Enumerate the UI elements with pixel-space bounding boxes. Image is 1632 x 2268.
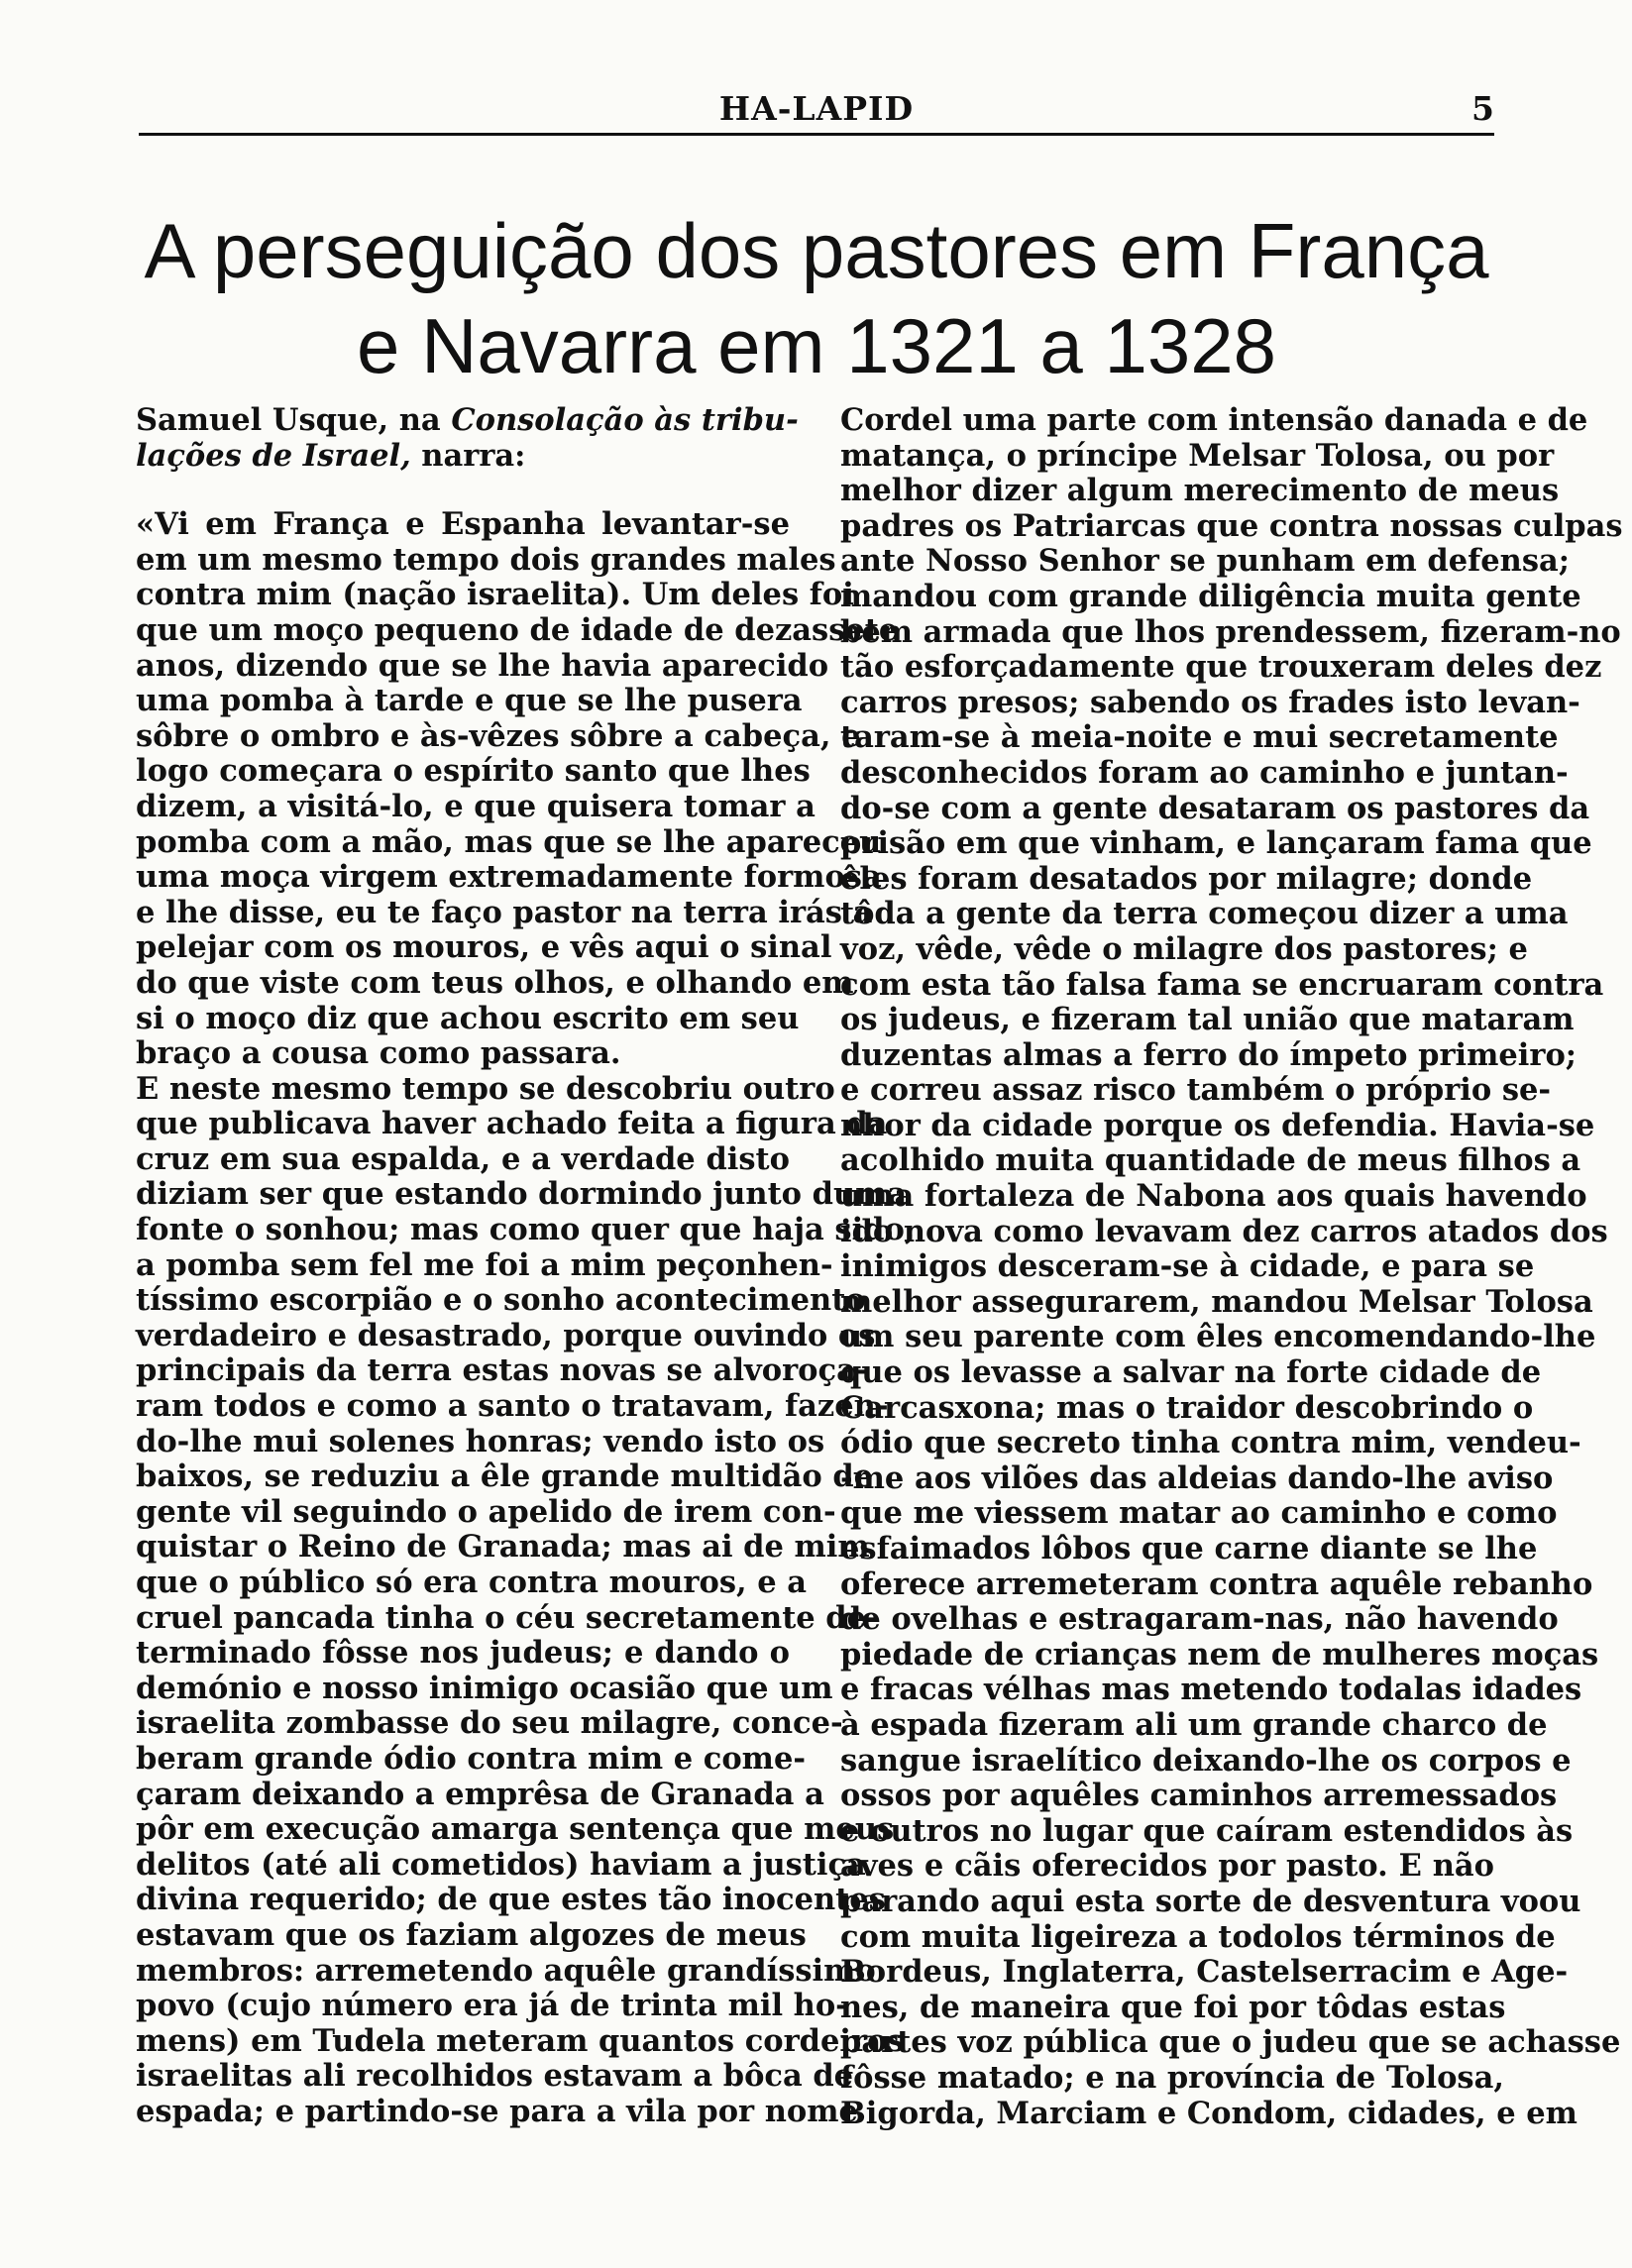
running-head bbox=[139, 87, 1494, 136]
text-line: e fracas vélhas mas metendo todalas idades bbox=[840, 1672, 1582, 1708]
text-line: Bigorda, Marciam e Condom, cidades, e em bbox=[840, 2095, 1578, 2131]
text-line: aves e cãis oferecidos por pasto. E não bbox=[840, 1848, 1494, 1885]
text-line: demónio e nosso inimigo ocasião que um bbox=[136, 1670, 833, 1706]
text-line: tíssimo escorpião e o sonho acontecimento bbox=[136, 1282, 866, 1319]
right-column bbox=[840, 402, 1623, 2131]
text-line: estavam que os faziam algozes de meus bbox=[136, 1916, 807, 1953]
text-line: tão esforçadamente que trouxeram deles dez bbox=[840, 649, 1602, 686]
text-line: inimigos desceram-se à cidade, e para se bbox=[840, 1248, 1535, 1285]
article-title-line-2: e Navarra em 1321 a 1328 bbox=[357, 302, 1276, 389]
text-line: melhor assegurarem, mandou Melsar Tolosa bbox=[840, 1283, 1593, 1320]
text-line: e lhe disse, eu te faço pastor na terra irás a bbox=[136, 894, 873, 930]
text-line: ante Nosso Senhor se punham em defensa; bbox=[840, 543, 1571, 580]
text-line: de ovelhas e estragaram-nas, não havendo bbox=[840, 1601, 1559, 1638]
text-line: cruz em sua espalda, e a verdade disto bbox=[136, 1140, 790, 1177]
text-line: baixos, se reduziu a êle grande multidão de bbox=[136, 1458, 874, 1495]
text-line: cruel pancada tinha o céu secretamente de- bbox=[136, 1599, 879, 1636]
text-line: quistar o Reino de Granada; mas ai de mim bbox=[136, 1529, 870, 1566]
text-line: esfaimados lôbos que carne diante se lhe bbox=[840, 1531, 1538, 1566]
intro-work-title: lações de Israel, bbox=[136, 437, 411, 474]
text-line: do-se com a gente desataram os pastores da bbox=[840, 790, 1590, 826]
text-line: que o público só era contra mouros, e a bbox=[136, 1565, 808, 1600]
intro-suffix: narra: bbox=[410, 437, 526, 474]
text-line: fonte o sonhou; mas como quer que haja sido, bbox=[136, 1212, 916, 1248]
text-line: os judeus, e fizeram tal união que mataram bbox=[840, 1002, 1575, 1038]
text-line: tôda a gente da terra começou dizer a uma bbox=[840, 896, 1569, 932]
text-line: piedade de crianças nem de mulheres moças bbox=[840, 1636, 1599, 1673]
text-line: pôr em execução amarga sentença que meus bbox=[136, 1811, 895, 1848]
text-line: que um moço pequeno de idade de dezassete bbox=[136, 611, 899, 648]
text-line: carros presos; sabendo os frades isto levan- bbox=[840, 684, 1580, 720]
text-line: parando aqui esta sorte de desventura voou bbox=[840, 1883, 1581, 1919]
text-line: desconhecidos foram ao caminho e juntan- bbox=[840, 754, 1569, 791]
text-line: e correu assaz risco também o próprio se- bbox=[840, 1072, 1552, 1109]
text-line: terminado fôsse nos judeus; e dando o bbox=[136, 1635, 790, 1672]
text-line: voz, vêde, vêde o milagre dos pastores; e bbox=[840, 930, 1528, 967]
text-line: si o moço diz que achou escrito em seu bbox=[136, 1000, 800, 1036]
text-line: E neste mesmo tempo se descobriu outro bbox=[136, 1070, 835, 1107]
text-line: povo (cujo número era já de trinta mil ho- bbox=[136, 1988, 848, 2024]
text-line: êles foram desatados por milagre; donde bbox=[840, 860, 1533, 897]
intro-prefix: Samuel Usque, na bbox=[136, 402, 452, 438]
text-line: uma fortaleza de Nabona aos quais havendo bbox=[840, 1178, 1587, 1215]
text-line: espada; e partindo-se para a vila por nome bbox=[136, 2093, 858, 2129]
text-line: delitos (até ali cometidos) haviam a justiça bbox=[136, 1846, 866, 1883]
text-line: partes voz pública que o judeu que se achasse bbox=[840, 2024, 1621, 2061]
text-line: acolhido muita quantidade de meus filhos a bbox=[840, 1142, 1581, 1179]
text-line: oferece arremeteram contra aquêle rebanho bbox=[840, 1566, 1593, 1602]
text-line: Carcasxona; mas o traidor descobrindo o bbox=[840, 1389, 1534, 1426]
text-line: israelita zombasse do seu milagre, conce- bbox=[136, 1705, 843, 1742]
text-line: pelejar com os mouros, e vês aqui o sinal bbox=[136, 929, 832, 966]
text-line: nhor da cidade porque os defendia. Havia-se bbox=[840, 1107, 1595, 1143]
text-line: contra mim (nação israelita). Um deles foi bbox=[136, 577, 854, 613]
text-line: mens) em Tudela meteram quantos cordeiros bbox=[136, 2022, 905, 2059]
text-line: uma pomba à tarde e que se lhe pusera bbox=[136, 683, 803, 719]
page-number: 5 bbox=[1471, 89, 1494, 128]
text-line: que os levasse a salvar na forte cidade de bbox=[840, 1354, 1542, 1391]
text-line: -me aos vilões das aldeias dando-lhe aviso bbox=[840, 1459, 1554, 1496]
text-line: nes, de maneira que foi por tôdas estas bbox=[840, 1989, 1506, 2025]
article-title-line-1: A perseguição dos pastores em França bbox=[144, 207, 1489, 294]
text-line: com muita ligeireza a todolos términos de bbox=[840, 1918, 1556, 1955]
text-line: dizem, a visitá-lo, e que quisera tomar a bbox=[136, 788, 816, 824]
text-line: padres os Patriarcas que contra nossas culpas bbox=[840, 507, 1623, 544]
text-line: çaram deixando a emprêsa de Granada a bbox=[136, 1776, 824, 1812]
text-line: taram-se à meia-noite e mui secretamente bbox=[840, 719, 1559, 756]
text-line: Bordeus, Inglaterra, Castelserracim e Age- bbox=[840, 1954, 1569, 1991]
text-line: ram todos e como a santo o tratavam, fazen- bbox=[136, 1388, 889, 1425]
text-line: pomba com a mão, mas que se lhe apareceu bbox=[136, 823, 882, 860]
text-line: que me viessem matar ao caminho e como bbox=[840, 1495, 1558, 1532]
text-line: prisão em que vinham, e lançaram fama que bbox=[840, 825, 1592, 862]
left-paragraph-1 bbox=[136, 506, 899, 1072]
text-line: melhor dizer algum merecimento de meus bbox=[840, 473, 1560, 509]
text-line: ódio que secreto tinha contra mim, vendeu- bbox=[840, 1425, 1581, 1461]
text-line: a pomba sem fel me foi a mim peçonhen- bbox=[136, 1246, 833, 1283]
text-line: «Vi em França e Espanha levantar-se bbox=[136, 506, 790, 543]
text-line: à espada fizeram ali um grande charco de bbox=[840, 1706, 1548, 1743]
article-title bbox=[139, 203, 1494, 393]
text-line: beram grande ódio contra mim e come- bbox=[136, 1740, 807, 1777]
text-line: Cordel uma parte com intensão danada e de bbox=[840, 402, 1588, 438]
text-line: uma moça virgem extremadamente formosa bbox=[136, 859, 882, 896]
paragraph-gap bbox=[136, 474, 790, 507]
text-line: diziam ser que estando dormindo junto duma bbox=[136, 1176, 908, 1213]
intro-line bbox=[136, 402, 799, 439]
text-line: mandou com grande diligência muita gente bbox=[840, 578, 1581, 614]
intro-line bbox=[136, 439, 790, 475]
left-paragraph-2 bbox=[136, 1070, 916, 2130]
text-line: que publicava haver achado feita a figura da bbox=[136, 1106, 888, 1142]
text-line: matança, o príncipe Melsar Tolosa, ou por bbox=[840, 437, 1555, 474]
text-line: fôsse matado; e na província de Tolosa, bbox=[840, 2059, 1504, 2096]
text-line: um seu parente com êles encomendando-lhe bbox=[840, 1319, 1596, 1355]
text-line: do-lhe mui solenes honras; vendo isto os bbox=[136, 1423, 825, 1459]
right-paragraph bbox=[840, 402, 1623, 2131]
text-line: duzentas almas a ferro do ímpeto primeiro; bbox=[840, 1036, 1578, 1073]
intro-work-title: Consolação às tribu- bbox=[451, 402, 799, 438]
text-line: bem armada que lhos prendessem, fizeram-no bbox=[840, 613, 1621, 650]
text-line: anos, dizendo que se lhe havia aparecido bbox=[136, 647, 829, 684]
text-line: principais da terra estas novas se alvoroça- bbox=[136, 1352, 869, 1389]
text-line: ido nova como levavam dez carros atados dos bbox=[840, 1213, 1608, 1249]
text-line: logo começara o espírito santo que lhes bbox=[136, 753, 811, 790]
text-line: em um mesmo tempo dois grandes males bbox=[136, 541, 836, 578]
text-line: membros: arremetendo aquêle grandíssimo bbox=[136, 1952, 876, 1989]
left-column bbox=[136, 402, 916, 2130]
text-line: sôbre o ombro e às-vêzes sôbre a cabeça, e bbox=[136, 717, 861, 754]
text-line: sangue israelítico deixando-lhe os corpos e bbox=[840, 1742, 1572, 1779]
text-line: divina requerido; de que estes tão inocentes bbox=[136, 1882, 886, 1918]
text-line: do que viste com teus olhos, e olhando em bbox=[136, 964, 854, 1001]
text-line: com esta tão falsa fama se encruaram contra bbox=[840, 966, 1604, 1003]
running-title: HA-LAPID bbox=[718, 89, 915, 128]
text-line: e outros no lugar que caíram estendidos às bbox=[840, 1812, 1574, 1849]
text-line: gente vil seguindo o apelido de irem con- bbox=[136, 1493, 836, 1530]
text-line: braço a cousa como passara. bbox=[136, 1035, 621, 1072]
text-line: ossos por aquêles caminhos arremessados bbox=[840, 1778, 1558, 1814]
text-line: israelitas ali recolhidos estavam a bôca de bbox=[136, 2058, 854, 2095]
text-line: verdadeiro e desastrado, porque ouvindo os bbox=[136, 1317, 876, 1353]
